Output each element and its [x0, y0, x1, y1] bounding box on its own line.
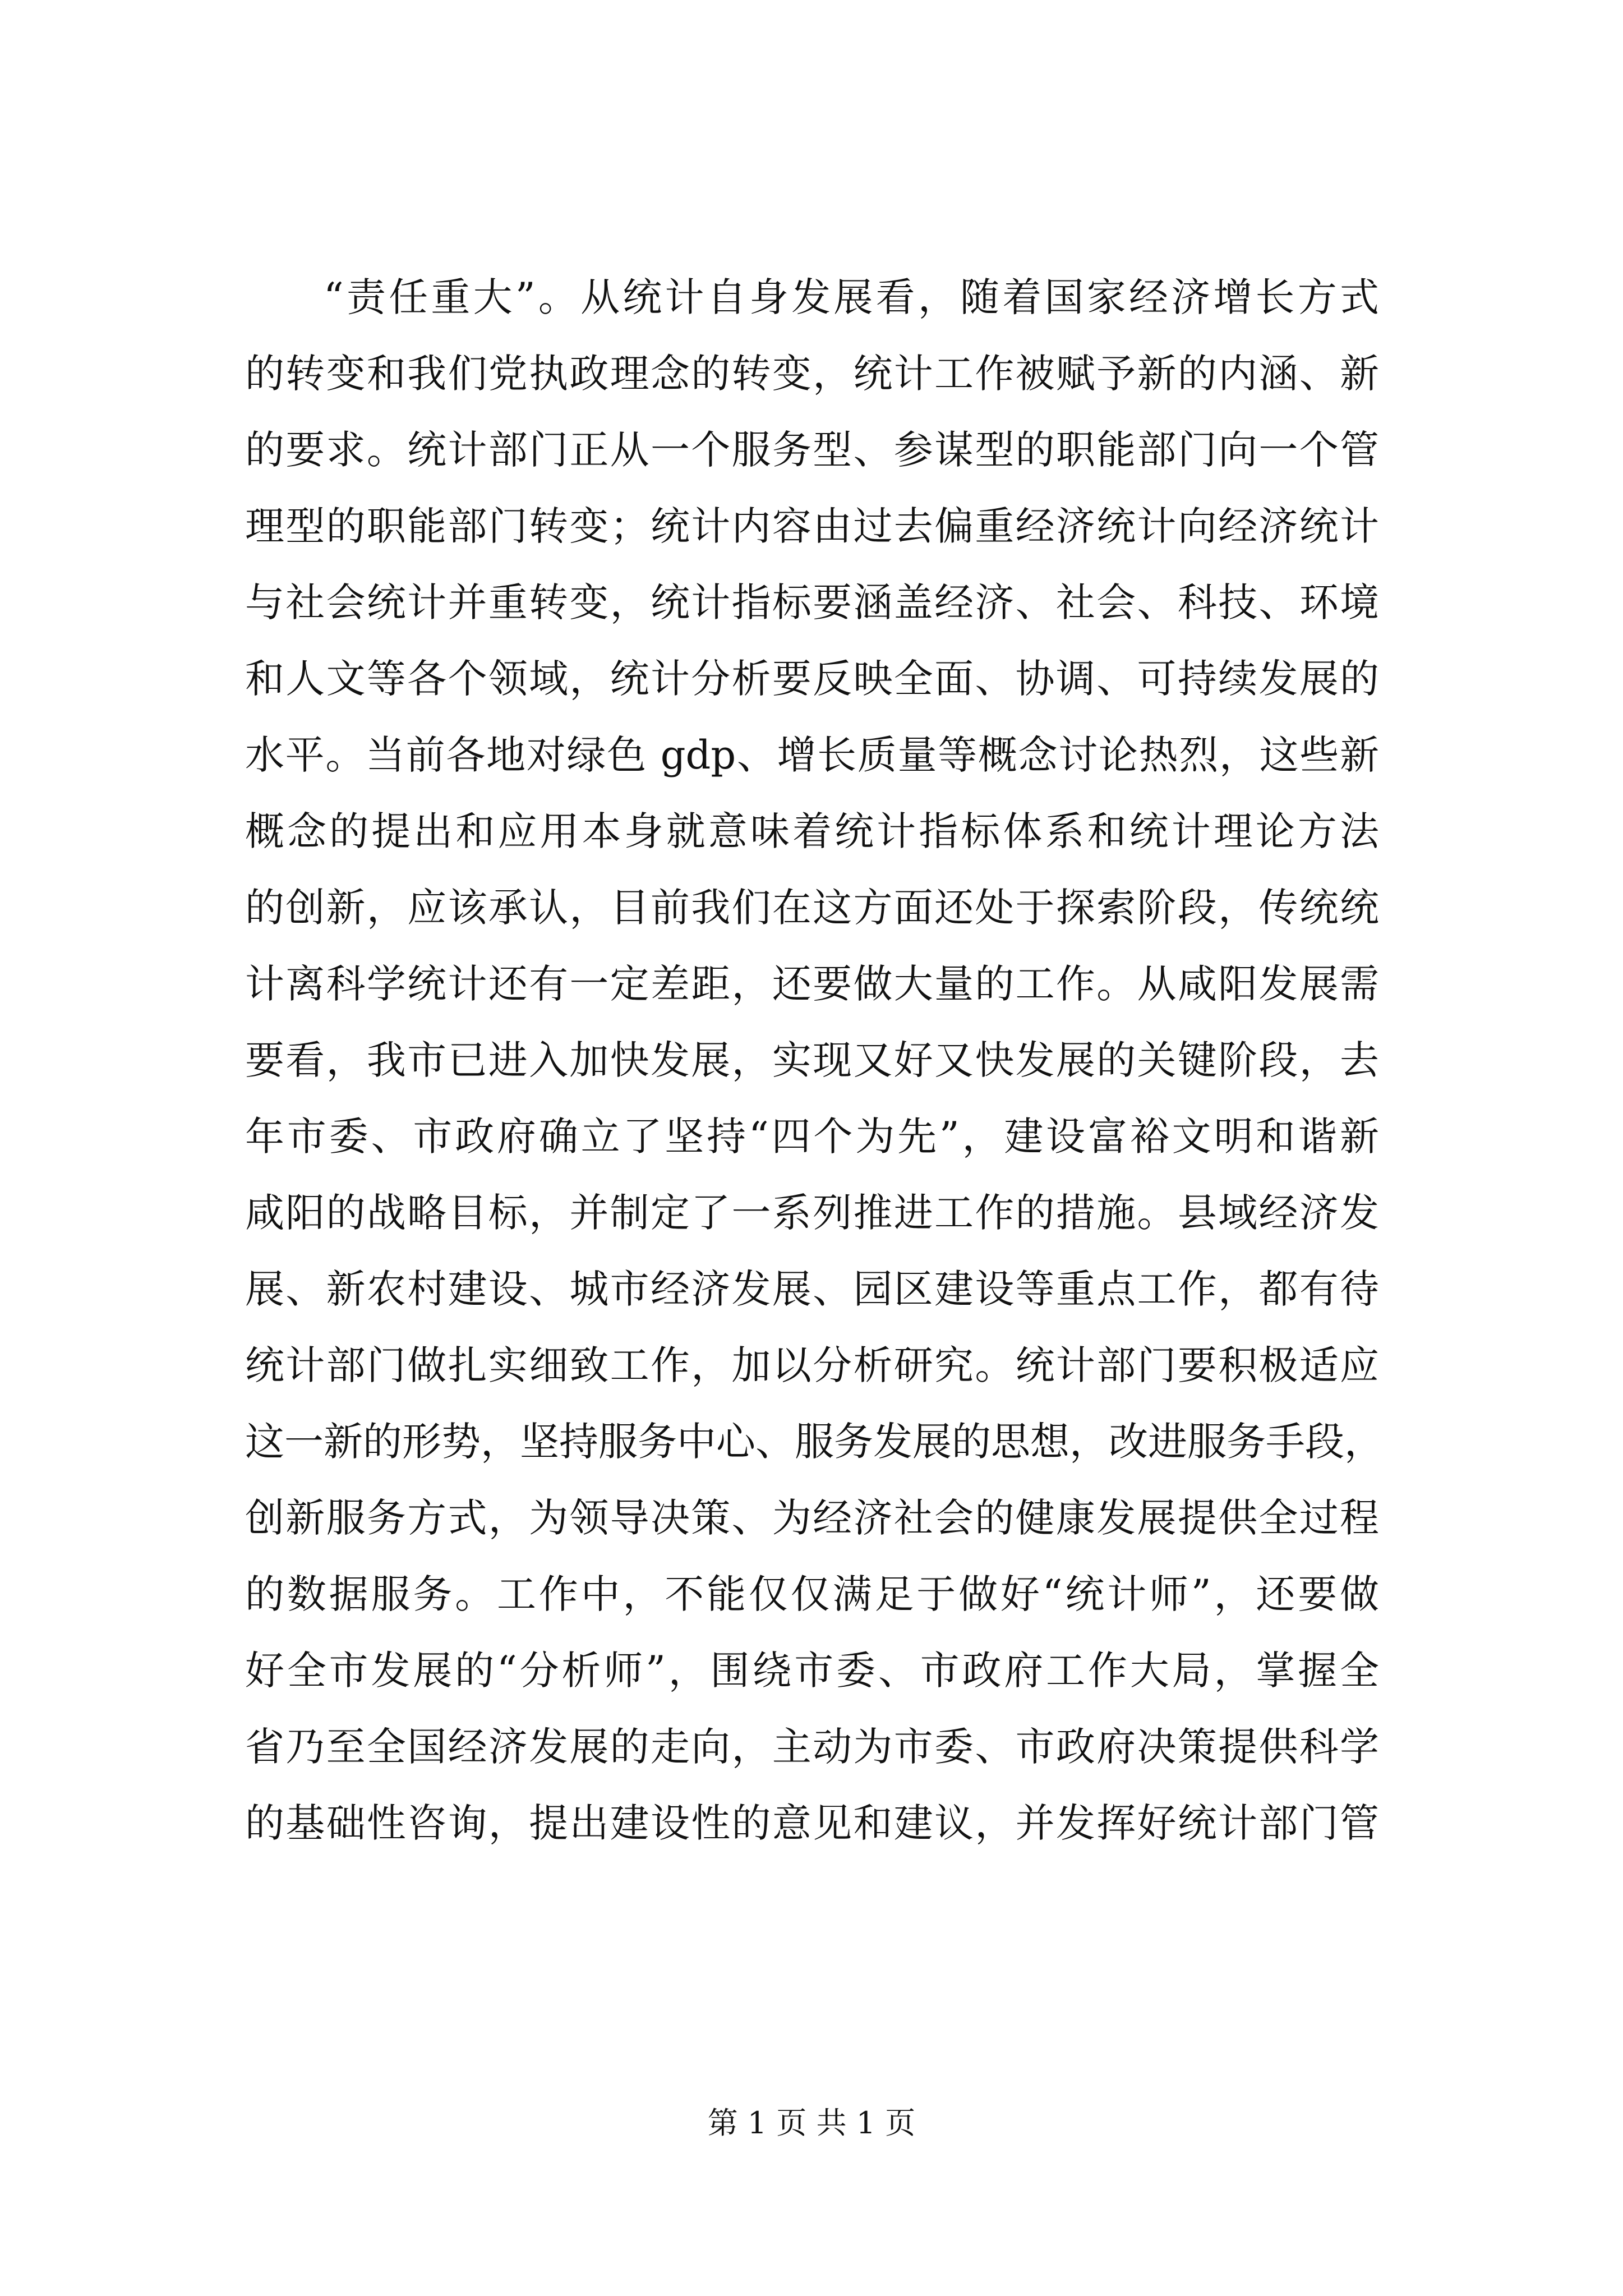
- text-line: 的基础性咨询，提出建设性的意见和建议，并发挥好统计部门管: [245, 1800, 1379, 1846]
- page-footer: 第 1 页 共 1 页: [707, 2105, 916, 2141]
- text-line: 统计部门做扎实细致工作，加以分析研究。统计部门要积极适应: [245, 1342, 1379, 1388]
- text-line: 的要求。统计部门正从一个服务型、参谋型的职能部门向一个管: [245, 427, 1379, 473]
- body-text: [245, 259, 1384, 1861]
- text-line: 计离科学统计还有一定差距，还要做大量的工作。从咸阳发展需: [245, 961, 1379, 1007]
- text-line: 和人文等各个领域，统计分析要反映全面、协调、可持续发展的: [245, 656, 1379, 702]
- text-line: 概念的提出和应用本身就意味着统计指标体系和统计理论方法: [245, 808, 1379, 854]
- text-line: 的数据服务。工作中，不能仅仅满足于做好“统计师”，还要做: [245, 1571, 1379, 1617]
- text-line: 的创新，应该承认，目前我们在这方面还处于探索阶段，传统统: [245, 885, 1379, 931]
- text-line: 要看，我市已进入加快发展，实现又好又快发展的关键阶段，去: [245, 1037, 1379, 1083]
- text-line: 好全市发展的“分析师”，围绕市委、市政府工作大局，掌握全: [245, 1648, 1379, 1694]
- text-line: 年市委、市政府确立了坚持“四个为先”，建设富裕文明和谐新: [245, 1114, 1379, 1159]
- text-line: “责任重大”。从统计自身发展看，随着国家经济增长方式: [324, 274, 1379, 320]
- text-line: 这一新的形势，坚持服务中心、服务发展的思想，改进服务手段，: [245, 1419, 1384, 1465]
- text-line: 与社会统计并重转变，统计指标要涵盖经济、社会、科技、环境: [245, 579, 1379, 625]
- text-line: 省乃至全国经济发展的走向，主动为市委、市政府决策提供科学: [245, 1724, 1379, 1770]
- text-line: 水平。当前各地对绿色 gdp、增长质量等概念讨论热烈，这些新: [245, 732, 1379, 778]
- text-line: 理型的职能部门转变；统计内容由过去偏重经济统计向经济统计: [245, 503, 1379, 549]
- text-line: 咸阳的战略目标，并制定了一系列推进工作的措施。县域经济发: [245, 1190, 1379, 1236]
- text-line: 创新服务方式，为领导决策、为经济社会的健康发展提供全过程: [245, 1495, 1379, 1541]
- text-line: 展、新农村建设、城市经济发展、园区建设等重点工作，都有待: [245, 1266, 1379, 1312]
- text-line: 的转变和我们党执政理念的转变，统计工作被赋予新的内涵、新: [245, 351, 1379, 397]
